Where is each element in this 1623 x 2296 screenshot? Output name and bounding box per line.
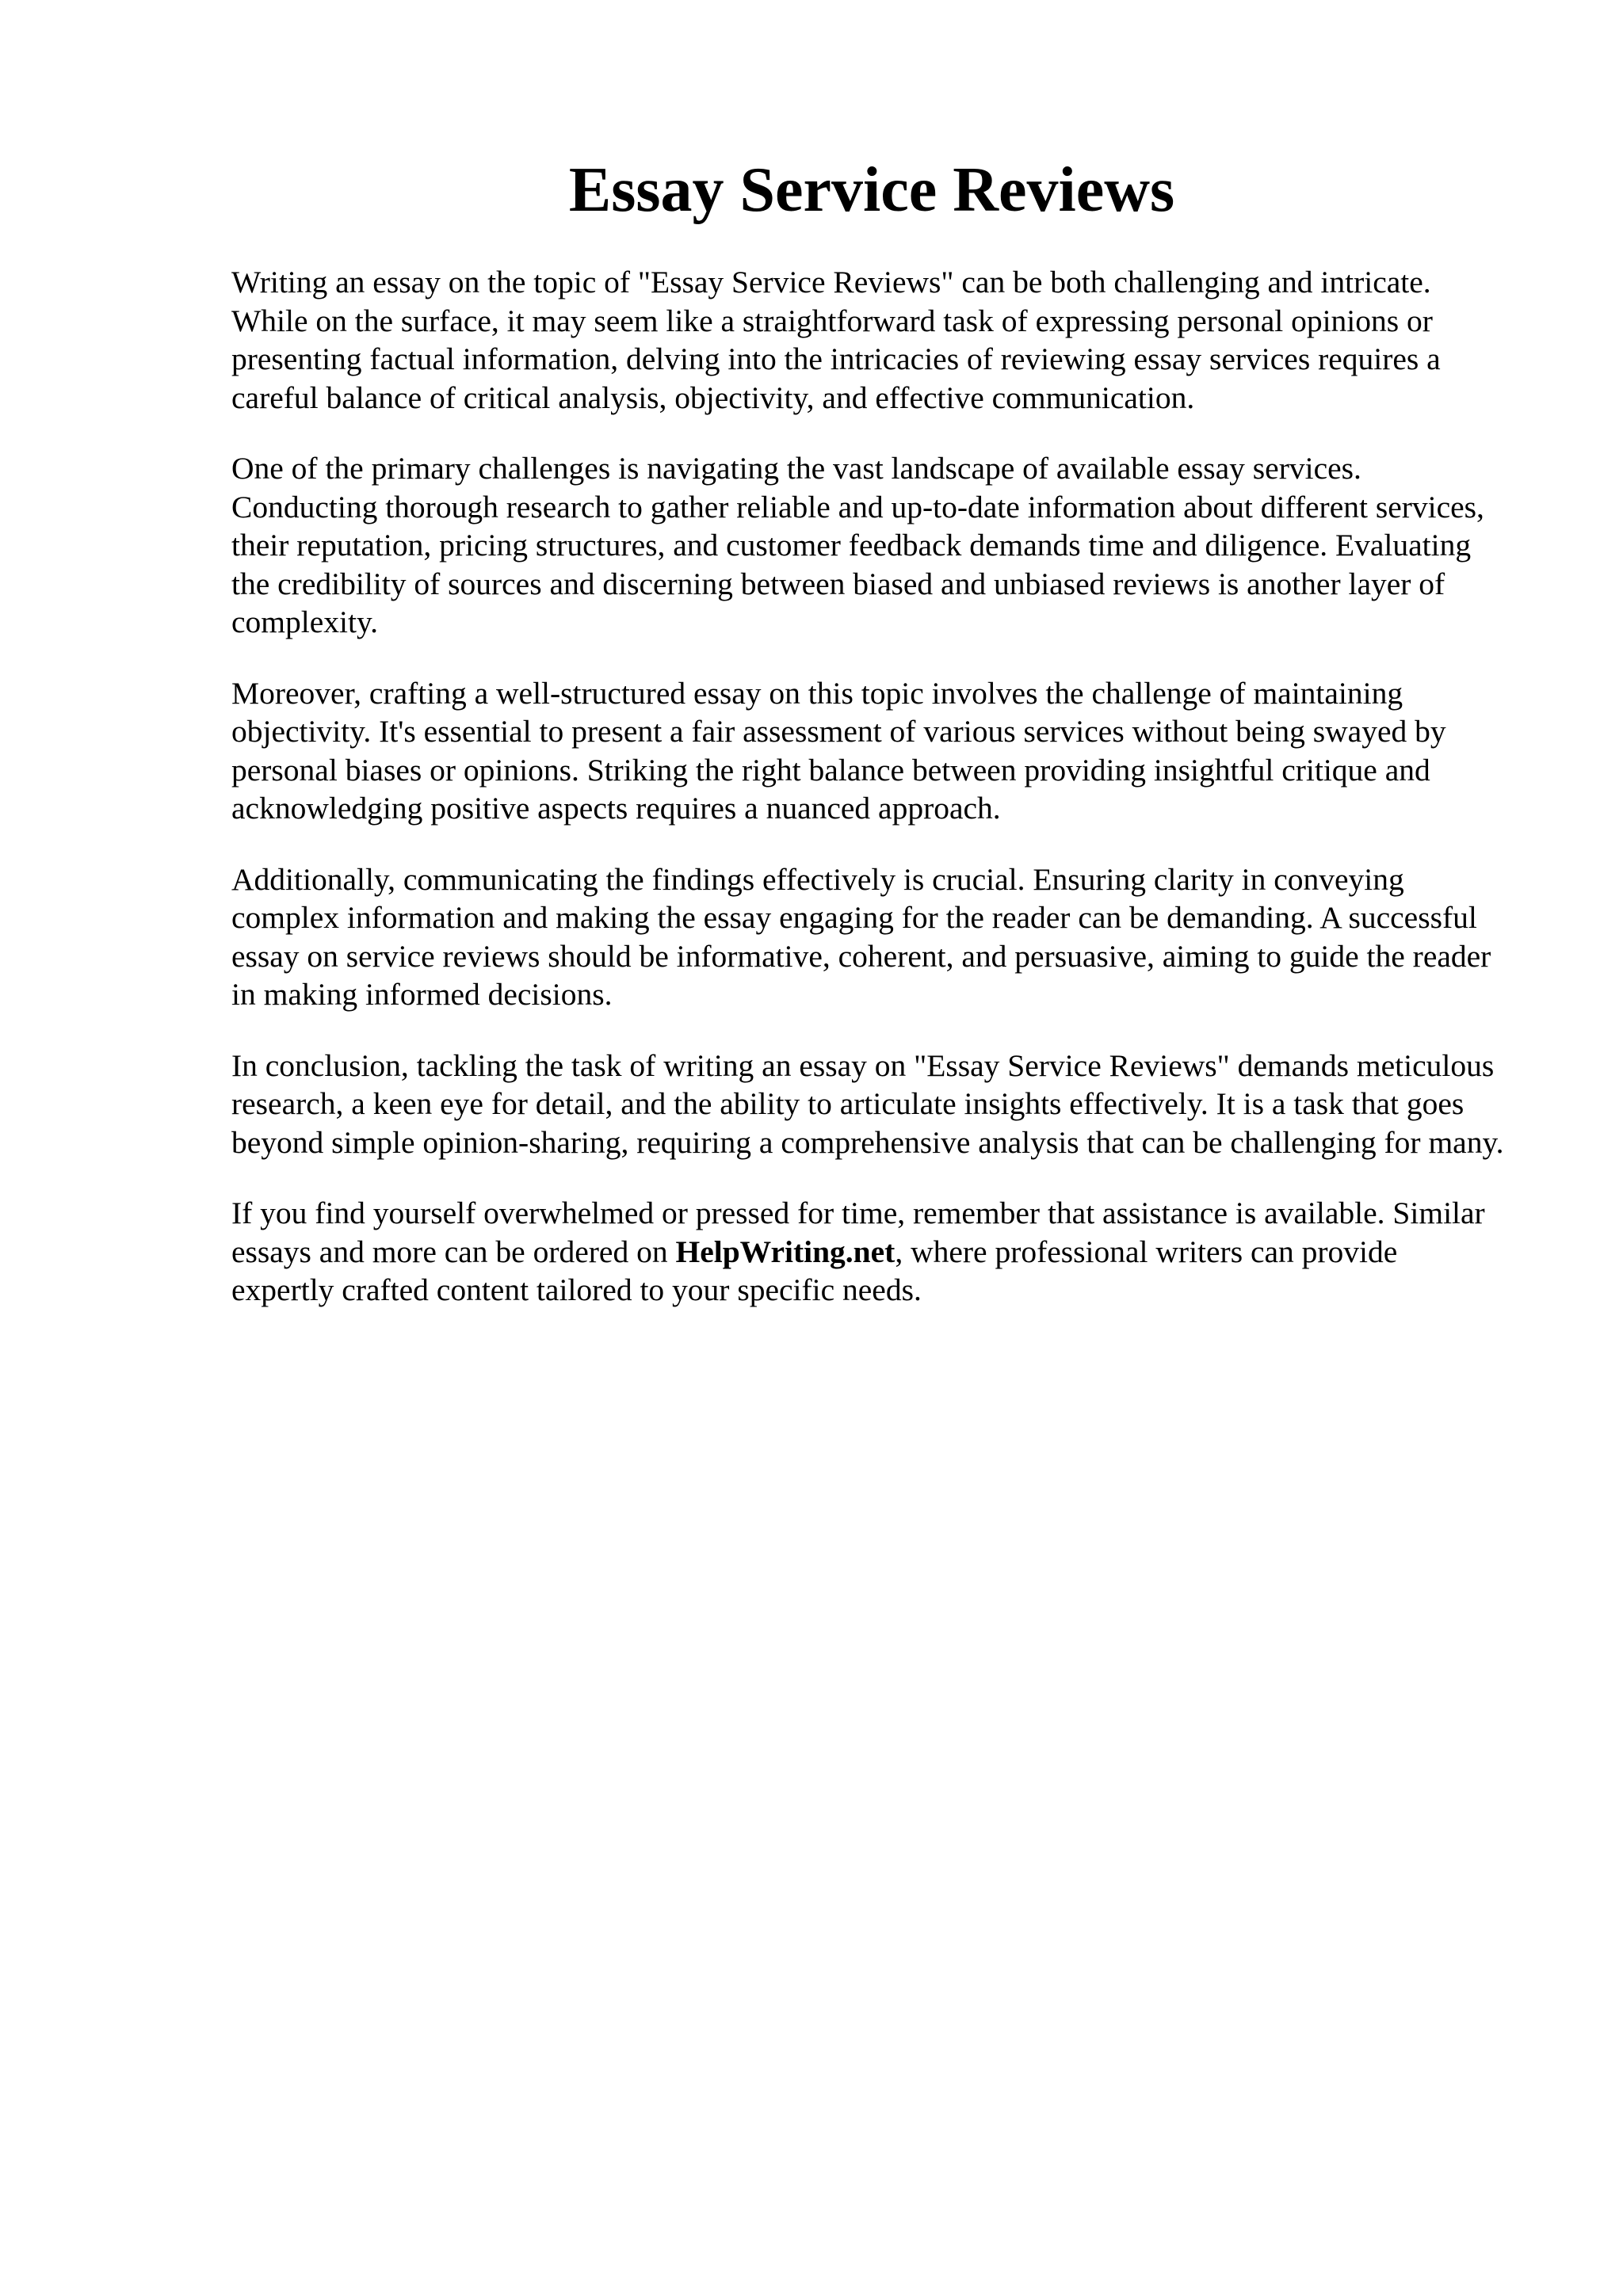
page-title: Essay Service Reviews [568, 155, 1175, 225]
final-text-after: , where professional writers can provide expertly crafted content tailored to your specific needs. [231, 1234, 1398, 1307]
paragraph-intro: Writing an essay on the topic of "Essay Service Reviews" can be both challenging and intricate. While on the surface, it may seem like a straightforward task of expressing personal opinions or presenting factual information, delving into the intricacies of reviewing essay services requires a careful balance of critical analysis, objectivity, and effective communication. [231, 265, 1441, 415]
paragraph-final [231, 1194, 1507, 1310]
final-text-before: If you find yourself overwhelmed or pressed for time, remember that assistance is available. Similar essays and more can be ordered on [231, 1196, 1485, 1269]
paragraph-objectivity: Moreover, crafting a well-structured essay on this topic involves the challenge of maintaining objectivity. It's essential to present a fair assessment of various services without being swayed by personal biases or opinions. Striking the right balance between providing insightful critique and acknowledging positive aspects requires a nuanced approach. [231, 675, 1446, 826]
paragraph-communication: Additionally, communicating the findings effectively is crucial. Ensuring clarity in conveying complex information and making the essay engaging for the reader can be demanding. A successful essay on service reviews should be informative, coherent, and persuasive, aiming to guide the reader in making informed decisions. [231, 861, 1491, 1012]
paragraph-challenges: One of the primary challenges is navigating the vast landscape of available essay services. Conducting thorough research to gather reliable and up-to-date information about different services, their reputation, pricing structures, and customer feedback demands time and diligence. Evaluating the credibility of sources and discerning between biased and unbiased reviews is another layer of complexity. [231, 451, 1484, 639]
document-body [231, 263, 1507, 1342]
paragraph-conclusion: In conclusion, tackling the task of writing an essay on "Essay Service Reviews" demands meticulous research, a keen eye for detail, and the ability to articulate insights effectively. It is a task that goes beyond simple opinion-sharing, requiring a comprehensive analysis that can be challenging for many. [231, 1047, 1504, 1160]
brand-link-helpwriting[interactable]: HelpWriting.net [675, 1234, 896, 1269]
